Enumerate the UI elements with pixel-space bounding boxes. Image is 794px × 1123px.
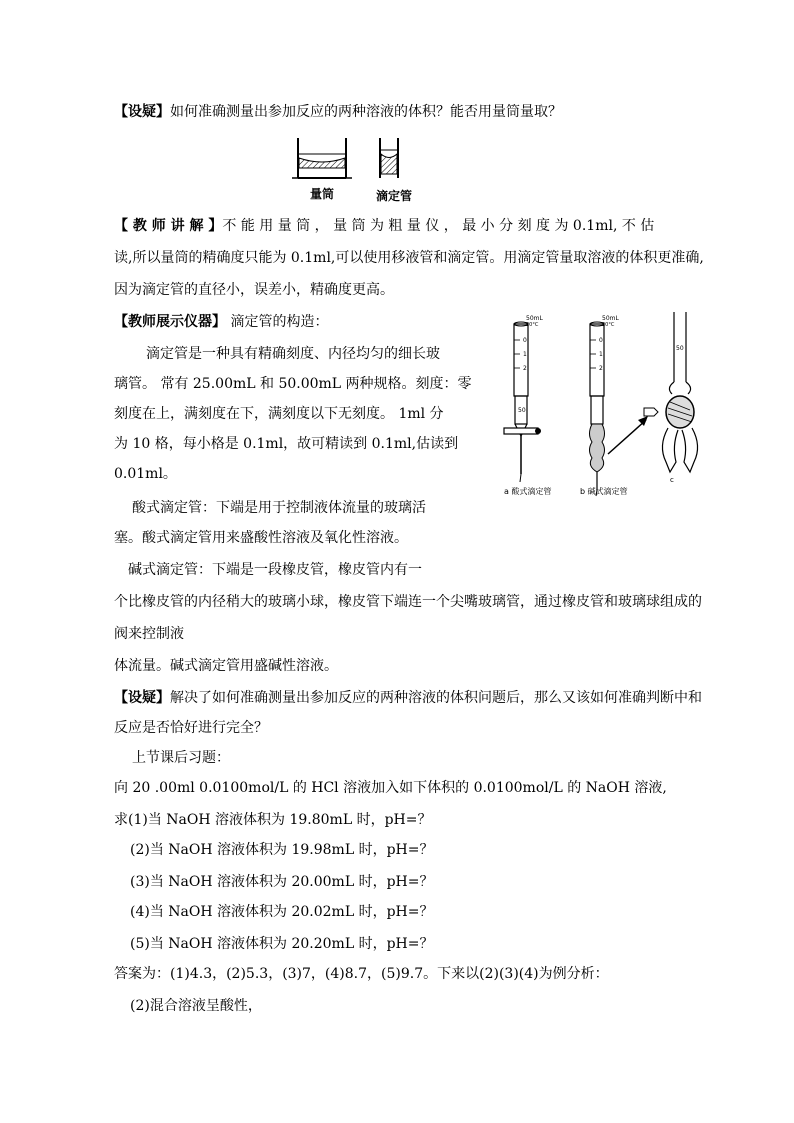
base-burette-line-3: 阀来控制液	[114, 626, 184, 642]
tag-sheyi-2: 【设疑】	[114, 690, 170, 706]
base-tick-2: 2	[599, 365, 603, 372]
question-line-2	[114, 688, 702, 708]
acid-tick-50: 50	[518, 407, 526, 414]
teacher-explain-line-2: 读,所以量筒的精确度只能为 0.1ml,可以使用移液管和滴定管。用滴定管量取溶液的体积更准确,	[114, 250, 704, 266]
base-tick-1: 1	[599, 351, 603, 358]
acid-tick-1: 1	[523, 351, 527, 358]
base-top-label: 50mL	[602, 315, 619, 322]
base-burette-drawing	[590, 315, 620, 496]
burette-desc-line-4: 为 10 格，每小格是 0.1ml，故可精读到 0.1ml,估读到	[114, 436, 459, 452]
cylinder-burette-figure	[290, 134, 430, 204]
detail-label-c: c	[670, 476, 674, 484]
measuring-cylinder-drawing	[292, 138, 352, 178]
burette-desc-line-1: 滴定管是一种具有精确刻度、内径均匀的细长玻	[146, 346, 440, 362]
question-line-2b: 反应是否恰好进行完全？	[114, 720, 268, 736]
burette-desc-line-5: 0.01ml。	[114, 466, 177, 482]
exercise-item-2: (2)当 NaOH 溶液体积为 19.98mL 时，pH=？	[130, 842, 434, 858]
base-burette-line-1: 碱式滴定管：下端是一段橡皮管，橡皮管内有一	[128, 562, 422, 578]
arrow-icon	[608, 416, 648, 454]
acid-burette-line-2: 塞。酸式滴定管用来盛酸性溶液及氧化性溶液。	[114, 530, 408, 546]
acid-tick-0: 0	[523, 337, 527, 344]
show-heading-text: 滴定管的构造：	[226, 314, 329, 330]
exercise-item-5: (5)当 NaOH 溶液体积为 20.20mL 时，pH=？	[130, 936, 434, 952]
exercise-item-1: 求(1)当 NaOH 溶液体积为 19.80mL 时，pH=？	[114, 812, 432, 828]
detail-tick-50: 50	[676, 345, 684, 352]
exercise-item-3: (3)当 NaOH 溶液体积为 20.00mL 时，pH=？	[130, 874, 434, 890]
question-text: 如何准确测量出参加反应的两种溶液的体积？能否用量筒量取？	[170, 104, 562, 120]
acid-tick-2: 2	[523, 365, 527, 372]
burette-drawing	[380, 138, 398, 178]
acid-burette-line-1: 酸式滴定管：下端是用于控制液体流量的玻璃活	[132, 500, 426, 516]
explain-text-1: 不 能 用 量 筒 ， 量 筒 为 粗 量 仪 ， 最 小 分 刻 度 为 0.1ml, 不 估	[222, 218, 655, 234]
acid-top-label-2: 20°C	[526, 322, 539, 328]
analysis-line-1: (2)混合溶液呈酸性，	[130, 998, 262, 1014]
burette-structure-figure	[498, 312, 708, 500]
base-burette-line-4: 体流量。碱式滴定管用盛碱性溶液。	[114, 658, 338, 674]
exercise-item-4: (4)当 NaOH 溶液体积为 20.02mL 时，pH=？	[130, 904, 434, 920]
tag-teacher-explain: 【 教 师 讲 解 】	[114, 218, 223, 234]
label-cylinder: 量筒	[310, 187, 335, 201]
base-burette-line-2: 个比橡皮管的内径稍大的玻璃小球，橡皮管下端连一个尖嘴玻璃管，通过橡皮管和玻璃球组成的	[114, 594, 702, 610]
burette-desc-line-3: 刻度在上，满刻度在下，满刻度以下无刻度。 1ml 分	[114, 406, 444, 422]
burette-desc-line-2: 璃管。 常有 25.00mL 和 50.00mL 两种规格。刻度：零	[114, 376, 472, 392]
exercise-stem: 向 20 .00ml 0.0100mol/L 的 HCl 溶液加入如下体积的 0.0100mol/L 的 NaOH 溶液,	[114, 780, 667, 796]
question-line-1	[114, 102, 562, 122]
exercise-heading: 上节课后习题：	[132, 750, 230, 766]
teacher-explain-line-3: 因为滴定管的直径小，误差小，精确度更高。	[114, 282, 394, 298]
label-base-burette: b 碱式滴定管	[580, 487, 628, 496]
teacher-show-heading	[114, 312, 328, 332]
base-tick-0: 0	[599, 337, 603, 344]
label-acid-burette: a 酸式滴定管	[504, 487, 552, 496]
rubber-tube-detail-drawing	[644, 312, 698, 484]
tag-sheyi: 【设疑】	[114, 104, 170, 120]
answer-line: 答案为：(1)4.3，(2)5.3，(3)7，(4)8.7，(5)9.7。下来以(2)(3)(4)为例分析：	[114, 966, 609, 982]
acid-top-label: 50mL	[526, 315, 543, 322]
base-top-label-2: 20°C	[602, 322, 615, 328]
question-text-2: 解决了如何准确测量出参加反应的两种溶液的体积问题后，那么又该如何准确判断中和	[170, 690, 702, 706]
label-burette: 滴定管	[376, 189, 413, 203]
acid-burette-drawing	[504, 315, 543, 482]
teacher-explain-line-1	[114, 216, 654, 236]
tag-teacher-show: 【教师展示仪器】	[114, 314, 226, 330]
